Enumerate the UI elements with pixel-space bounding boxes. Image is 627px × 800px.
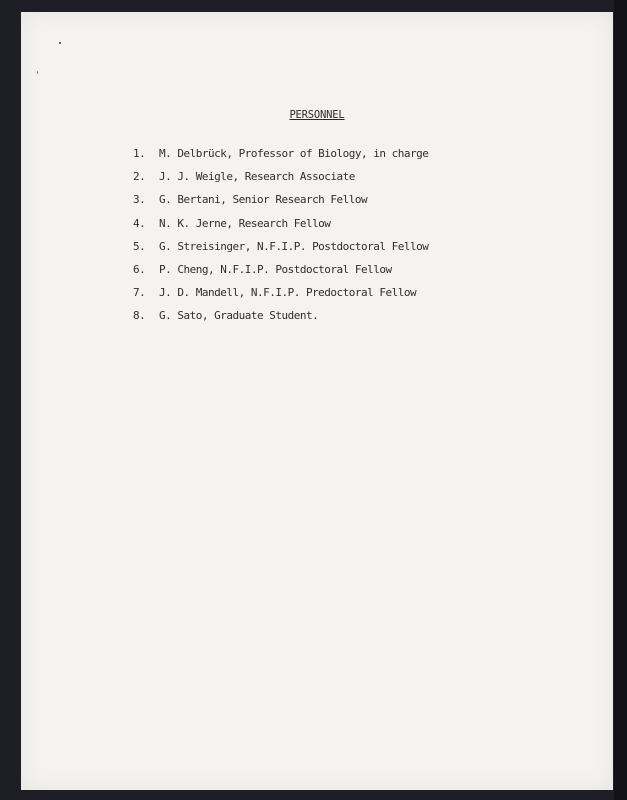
list-item [121, 304, 428, 327]
item-number: 8. [133, 309, 146, 323]
item-text: N. K. Jerne, Research Fellow [159, 216, 331, 230]
list-item [121, 165, 428, 188]
list-item [121, 258, 428, 281]
item-text: P. Cheng, N.F.I.P. Postdoctoral Fellow [159, 262, 392, 276]
item-number: 5. [133, 239, 146, 253]
item-number: 7. [133, 286, 146, 300]
ink-speck [59, 42, 61, 44]
ink-speck [37, 71, 38, 74]
item-text: G. Bertani, Senior Research Fellow [159, 193, 368, 207]
item-text: G. Streisinger, N.F.I.P. Postdoctoral Fellow [159, 239, 429, 253]
personnel-list [121, 142, 428, 328]
item-number: 3. [133, 193, 146, 207]
item-text: J. J. Weigle, Research Associate [159, 170, 355, 184]
item-number: 1. [133, 147, 146, 160]
list-item [121, 142, 428, 165]
item-text: G. Sato, Graduate Student. [159, 309, 319, 323]
item-text: M. Delbrück, Professor of Biology, in charge [159, 147, 429, 160]
list-item [121, 235, 428, 258]
list-item [121, 281, 428, 304]
page-title: PERSONNEL [289, 109, 345, 121]
item-number: 2. [133, 170, 146, 184]
list-item [121, 212, 428, 235]
item-number: 4. [133, 216, 146, 230]
item-text: J. D. Mandell, N.F.I.P. Predoctoral Fellow [159, 286, 417, 300]
document-page [21, 12, 613, 790]
item-number: 6. [133, 262, 146, 276]
list-item [121, 188, 428, 211]
scan-border [614, 0, 627, 800]
